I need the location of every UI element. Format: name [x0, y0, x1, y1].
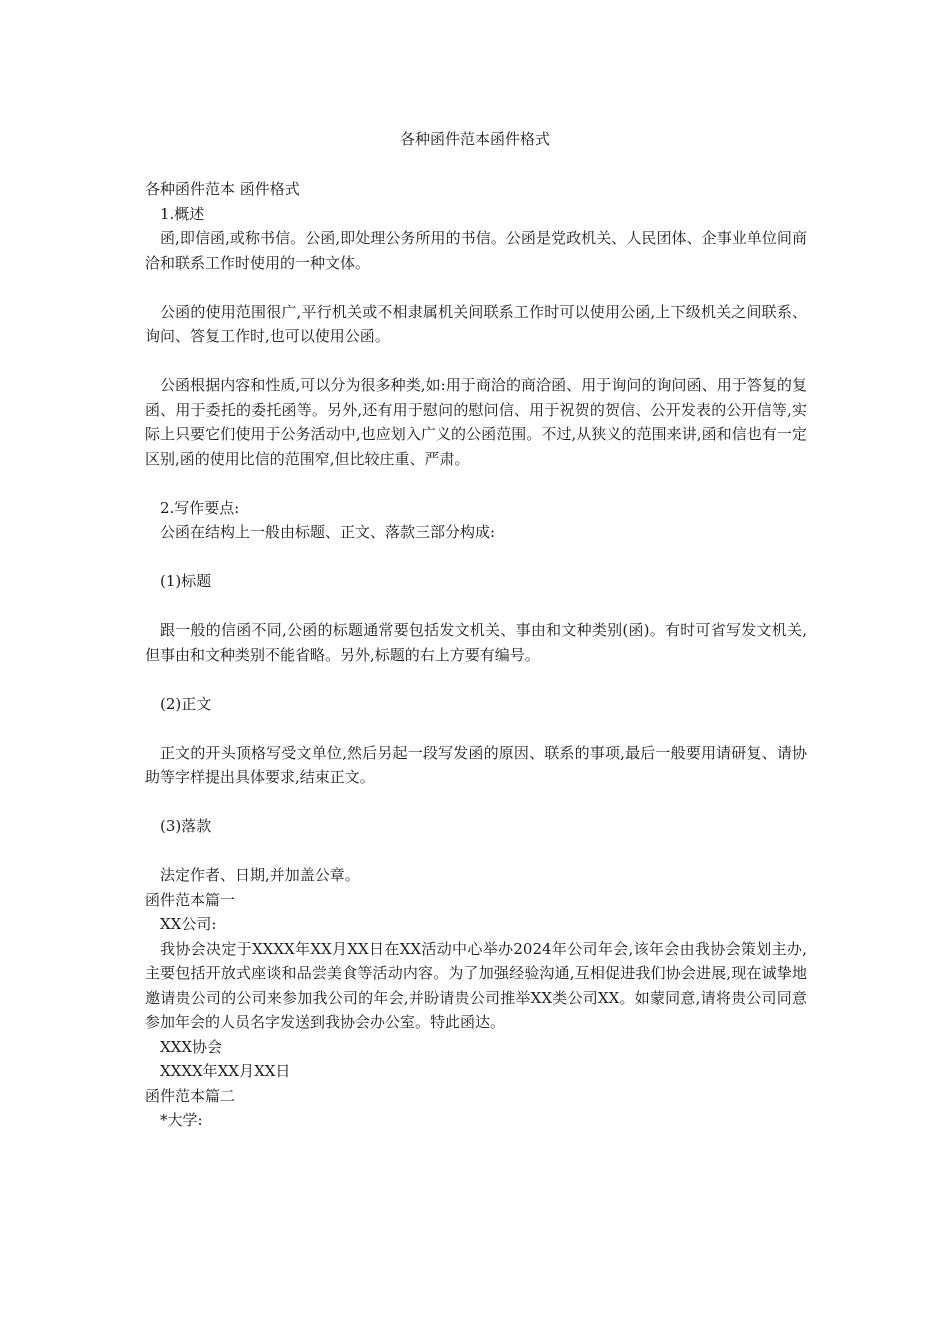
- subheading-signoff: (3)落款: [160, 817, 212, 835]
- sample-heading-2: 函件范本篇二: [145, 1086, 236, 1105]
- paragraph-body-desc: 正文的开头顶格写受文单位,然后另起一段写发函的原因、联系的事项,最后一般要用请研复、请协助等字样提出具体要求,结束正文。: [145, 743, 807, 786]
- section-heading-overview: 1.概述: [160, 204, 205, 223]
- subheading-body: (2)正文: [160, 694, 212, 713]
- paragraph-overview-3: 公函根据内容和性质,可以分为很多种类,如:用于商洽的商洽函、用于询问的询问函、用于答复的复函、用于委托的委托函等。另外,还有用于慰问的慰问信、用于祝贺的贺信、公开发表的公开信等,实际上只要它们使用于公务活动中,也应划入广义的公函范围。不过,从狭义的范围来讲,函和信也有一定区别,函的使用比信的范围窄,但比较庄重、严肃。: [145, 376, 807, 468]
- sample-1-body: 我协会决定于XXXX年XX月XX日在XX活动中心举办2024年公司年会,该年会由我协会策划主办,主要包括开放式座谈和品尝美食等活动内容。为了加强经验沟通,互相促进我们协会进展,现在诚挚地邀请贵公司的公司来参加我公司的年会,并盼请贵公司推举XX类公司XX。如蒙同意,请将贵公司同意参加年会的人员名字发送到我协会办公室。特此函达。: [145, 939, 807, 1031]
- paragraph-signoff-desc: 法定作者、日期,并加盖公章。: [160, 866, 360, 884]
- paragraph-overview-1: 函,即信函,或称书信。公函,即处理公务所用的书信。公函是党政机关、人民团体、企事业单位间商洽和联系工作时使用的一种文体。: [145, 229, 807, 272]
- document-title: 各种函件范本函件格式: [399, 130, 550, 148]
- sample-1-signature: XXX协会: [160, 1037, 223, 1056]
- sample-2-recipient: *大学:: [160, 1111, 203, 1129]
- sample-1-date: XXXX年XX月XX日: [160, 1062, 291, 1080]
- section-heading-writing-points: 2.写作要点:: [160, 498, 240, 517]
- document-subtitle: 各种函件范本 函件格式: [145, 180, 300, 198]
- sample-heading-1: 函件范本篇一: [145, 890, 236, 909]
- sample-1-recipient: XX公司:: [160, 915, 217, 933]
- paragraph-title-desc: 跟一般的信函不同,公函的标题通常要包括发文机关、事由和文种类别(函)。有时可省写发文机关,但事由和文种类别不能省略。另外,标题的右上方要有编号。: [145, 621, 807, 664]
- paragraph-structure-intro: 公函在结构上一般由标题、正文、落款三部分构成:: [160, 523, 496, 541]
- subheading-title: (1)标题: [160, 572, 212, 590]
- paragraph-overview-2: 公函的使用范围很广,平行机关或不相隶属机关间联系工作时可以使用公函,上下级机关之间联系、询问、答复工作时,也可以使用公函。: [145, 302, 807, 345]
- document-body: [145, 177, 807, 1133]
